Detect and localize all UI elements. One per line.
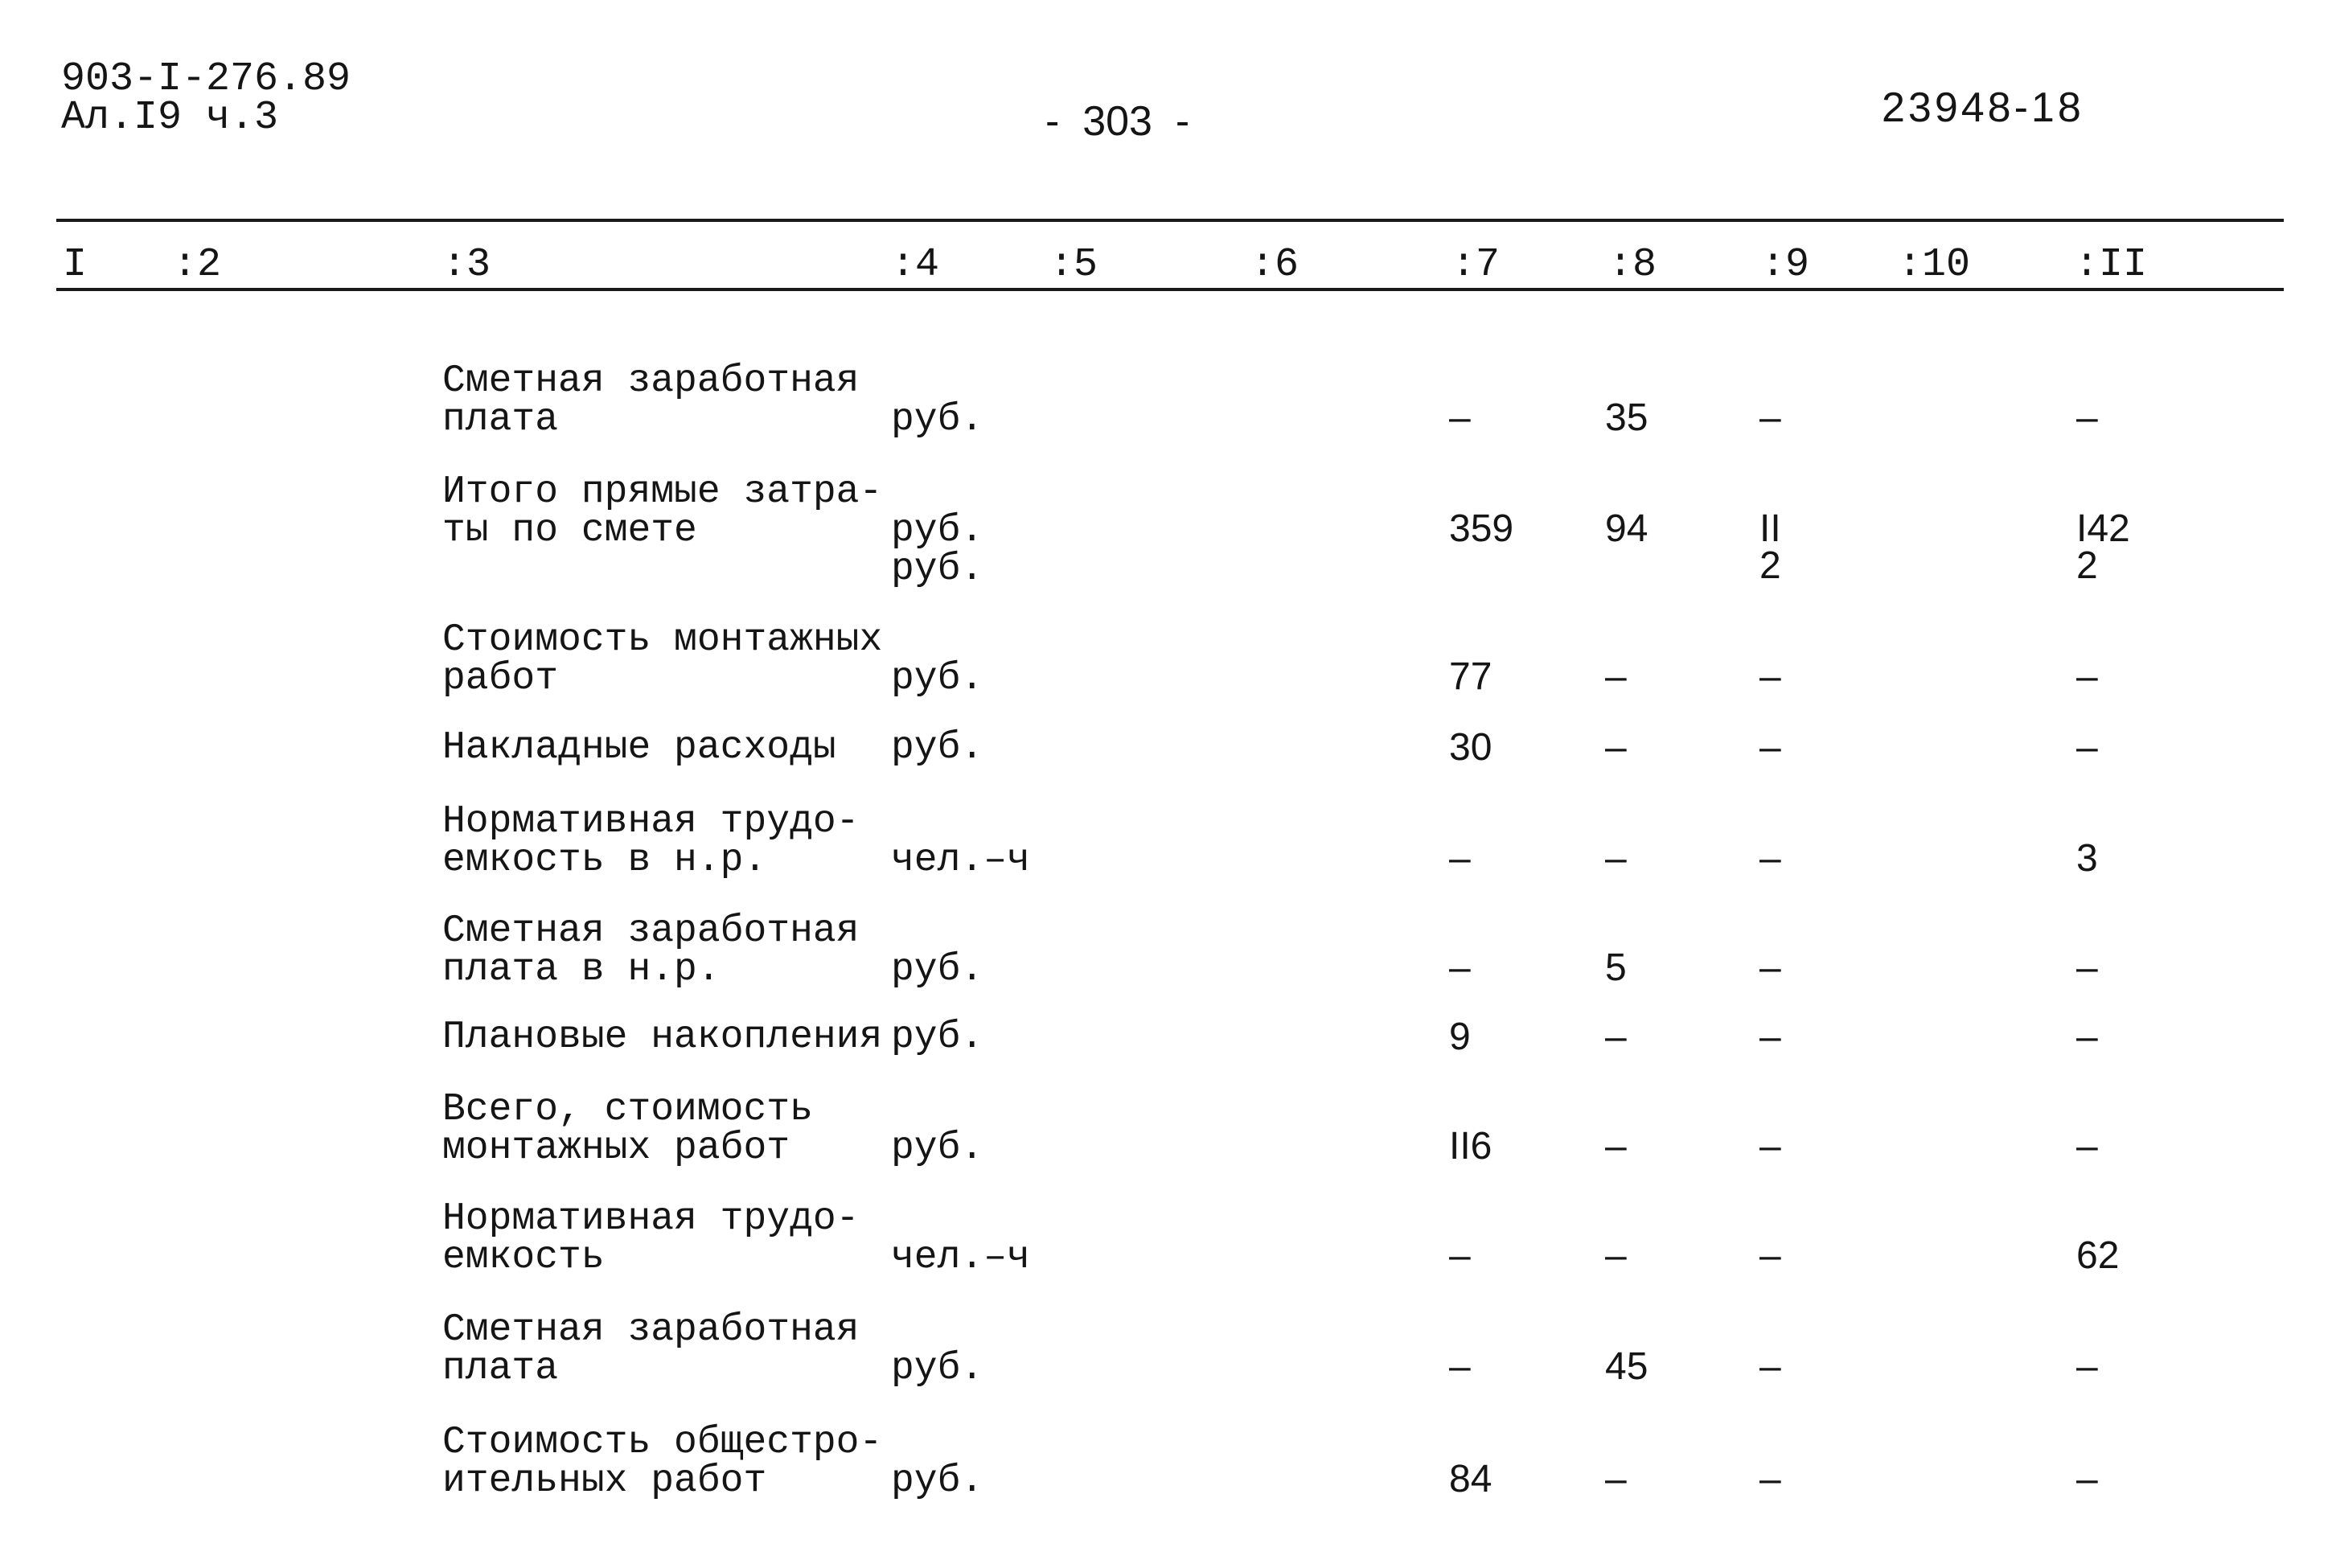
col7-value: 84 xyxy=(1449,1458,1492,1500)
column-header-6: :6 xyxy=(1250,242,1299,288)
col8-value: – xyxy=(1605,1234,1627,1277)
col7-value: 9 xyxy=(1449,1016,1471,1058)
unit-cell: руб. xyxy=(891,726,984,770)
col11-value: – xyxy=(2076,1016,2098,1058)
col9-subvalue: 2 xyxy=(1759,544,1781,587)
column-header-1: I xyxy=(63,242,88,288)
item-label: Стоимость общестро- ительных работ xyxy=(442,1421,883,1503)
col9-value: II xyxy=(1759,507,1781,550)
col9-value: – xyxy=(1759,837,1781,880)
col7-value: – xyxy=(1449,396,1471,439)
col11-value: – xyxy=(2076,1458,2098,1500)
col8-value: – xyxy=(1605,837,1627,880)
unit-cell: чел.–ч xyxy=(891,839,1030,882)
unit-cell: чел.–ч xyxy=(891,1236,1030,1279)
document-code: 903-I-276.89 xyxy=(61,56,351,102)
col8-value: 94 xyxy=(1605,507,1648,550)
col11-subvalue: 2 xyxy=(2076,544,2098,587)
column-header-8: :8 xyxy=(1608,242,1657,288)
column-header-10: :10 xyxy=(1898,242,1971,288)
col7-value: – xyxy=(1449,837,1471,880)
col9-value: – xyxy=(1759,1125,1781,1168)
table-header-rule xyxy=(56,288,2284,291)
archive-number: 23948-18 xyxy=(1882,84,2084,131)
column-header-2: :2 xyxy=(173,242,222,288)
col8-value: – xyxy=(1605,726,1627,769)
item-label: Накладные расходы xyxy=(442,726,836,770)
unit-cell: руб. xyxy=(891,398,984,441)
item-label: Всего, стоимость монтажных работ xyxy=(442,1088,813,1170)
unit-cell: руб. xyxy=(891,1459,984,1503)
column-header-3: :3 xyxy=(442,242,491,288)
col9-value: – xyxy=(1759,946,1781,989)
col9-value: – xyxy=(1759,1016,1781,1058)
col8-value: 45 xyxy=(1605,1345,1648,1388)
col8-value: – xyxy=(1605,655,1627,698)
col11-value: – xyxy=(2076,655,2098,698)
unit-cell: руб. xyxy=(891,948,984,991)
col11-value: 3 xyxy=(2076,837,2098,880)
column-header-5: :5 xyxy=(1049,242,1098,288)
column-header-7: :7 xyxy=(1451,242,1501,288)
col9-value: – xyxy=(1759,396,1781,439)
col11-value: – xyxy=(2076,1345,2098,1388)
item-label: Сметная заработная плата в н.р. xyxy=(442,909,860,991)
col7-value: 359 xyxy=(1449,507,1514,550)
col8-value: – xyxy=(1605,1458,1627,1500)
unit-cell: руб. xyxy=(891,1347,984,1390)
col8-value: – xyxy=(1605,1016,1627,1058)
column-header-9: :9 xyxy=(1761,242,1810,288)
col9-value: – xyxy=(1759,726,1781,769)
item-label: Стоимость монтажных работ xyxy=(442,618,883,700)
item-label: Нормативная трудо- емкость xyxy=(442,1197,860,1279)
item-label: Итого прямые затра- ты по смете xyxy=(442,470,883,552)
col11-value: – xyxy=(2076,946,2098,989)
document-sheet-ref: Ал.I9 ч.3 xyxy=(61,95,279,141)
unit-cell: руб. xyxy=(891,657,984,700)
unit-cell: руб. xyxy=(891,509,984,552)
col11-value: – xyxy=(2076,726,2098,769)
col7-value: – xyxy=(1449,1234,1471,1277)
col8-value: – xyxy=(1605,1125,1627,1168)
table-top-rule xyxy=(56,219,2284,222)
col9-value: – xyxy=(1759,655,1781,698)
col8-value: 35 xyxy=(1605,396,1648,439)
col8-value: 5 xyxy=(1605,946,1627,989)
page-number: - 303 - xyxy=(1045,98,1190,145)
column-header-11: :II xyxy=(2075,242,2148,288)
col11-value: 62 xyxy=(2076,1234,2120,1277)
col7-value: – xyxy=(1449,1345,1471,1388)
unit-cell: руб. xyxy=(891,1016,984,1059)
item-label: Сметная заработная плата xyxy=(442,1308,860,1390)
col11-value: I42 xyxy=(2076,507,2130,550)
item-label: Нормативная трудо- емкость в н.р. xyxy=(442,800,860,882)
col9-value: – xyxy=(1759,1458,1781,1500)
unit-cell-second: руб. xyxy=(891,548,984,591)
column-header-4: :4 xyxy=(891,242,940,288)
col7-value: II6 xyxy=(1449,1125,1492,1168)
col11-value: – xyxy=(2076,396,2098,439)
item-label: Сметная заработная плата xyxy=(442,359,860,441)
unit-cell: руб. xyxy=(891,1127,984,1170)
col7-value: – xyxy=(1449,946,1471,989)
col9-value: – xyxy=(1759,1234,1781,1277)
col11-value: – xyxy=(2076,1125,2098,1168)
item-label: Плановые накопления xyxy=(442,1016,883,1059)
col7-value: 77 xyxy=(1449,655,1492,698)
col9-value: – xyxy=(1759,1345,1781,1388)
col7-value: 30 xyxy=(1449,726,1492,769)
